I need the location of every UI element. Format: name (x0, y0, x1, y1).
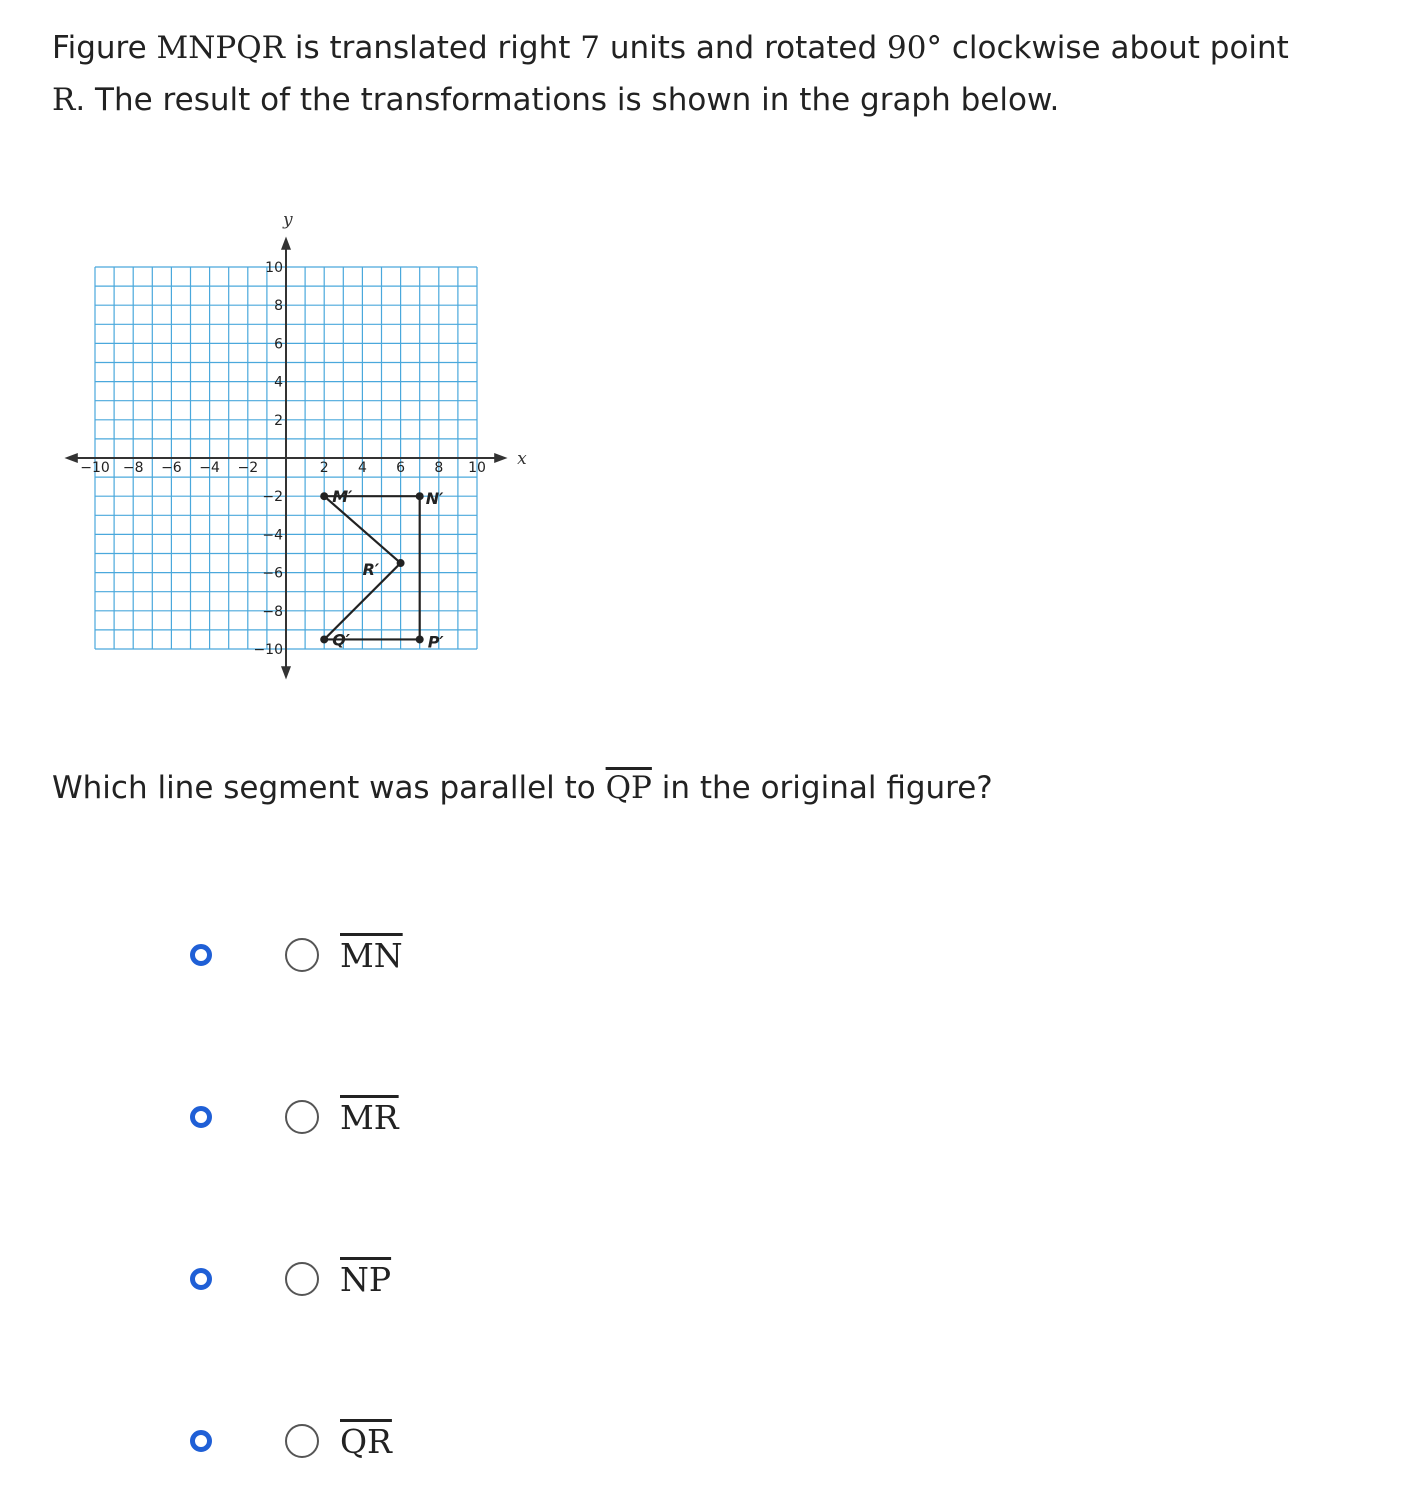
x-tick-label: −6 (161, 460, 182, 476)
prompt-part-5: . The result of the transformations is shown in the graph below. (75, 82, 1060, 118)
y-tick-label: −8 (262, 603, 283, 620)
choice-marker-icon (190, 1268, 212, 1290)
x-tick-label: −4 (199, 460, 220, 476)
choice-np[interactable] (190, 1249, 392, 1309)
vertex-label: R′ (362, 560, 380, 580)
radio-button[interactable] (285, 1262, 319, 1296)
question-text (52, 762, 993, 814)
radio-button[interactable] (285, 938, 319, 972)
radio-button[interactable] (285, 1424, 319, 1458)
vertex-dot (320, 492, 328, 500)
y-axis-arrow-up-icon (281, 236, 291, 249)
prompt-part-3: units and rotated (599, 30, 888, 66)
radio-button[interactable] (285, 1100, 319, 1134)
y-tick-label: 8 (274, 298, 283, 315)
vertex-label: Q′ (332, 630, 351, 650)
x-tick-label: 10 (468, 460, 486, 476)
choice-label: $\overline{QR}$ (340, 1421, 392, 1461)
vertex-label: M′ (332, 487, 353, 507)
prompt-text (52, 22, 1382, 126)
choice-marker-icon (190, 1106, 212, 1128)
x-tick-label: 2 (319, 460, 329, 476)
question-before: Which line segment was parallel to (52, 770, 606, 806)
question-after: in the original figure? (651, 770, 993, 806)
choice-qr[interactable] (190, 1411, 392, 1471)
vertex-dot (320, 635, 328, 643)
y-tick-label: −6 (262, 565, 283, 582)
choice-label: $\overline{MR}$ (340, 1097, 399, 1137)
choice-marker-icon (190, 1430, 212, 1452)
vertex-dot (397, 559, 405, 567)
x-axis-label: x (517, 449, 527, 469)
y-tick-label: −4 (262, 527, 283, 544)
prompt-part-4: clockwise about point (941, 30, 1289, 66)
angle-value: 90° (887, 30, 942, 66)
y-tick-label: 4 (274, 374, 283, 391)
coordinate-graph (50, 195, 550, 685)
choice-mr[interactable] (190, 1087, 399, 1147)
shift-value: 7 (580, 30, 600, 66)
figure-name: MNPQR (156, 30, 285, 66)
choice-label: $\overline{MN}$ (340, 935, 403, 975)
x-axis-arrow-left-icon (64, 453, 77, 463)
y-axis-label: y (283, 209, 293, 230)
y-tick-label: −10 (253, 642, 283, 658)
vertex-dot (416, 492, 424, 500)
x-tick-label: 8 (434, 460, 444, 476)
y-tick-label: −2 (262, 489, 283, 506)
x-tick-label: 6 (396, 460, 406, 476)
vertex-dot (416, 635, 424, 643)
vertex-label: P′ (427, 632, 444, 652)
y-axis-arrow-down-icon (281, 666, 291, 679)
x-tick-label: −8 (122, 460, 144, 476)
prompt-part-1: Figure (52, 30, 157, 66)
x-tick-label: 4 (357, 460, 367, 476)
pivot-point: R (52, 82, 76, 118)
x-axis-arrow-right-icon (494, 453, 507, 463)
y-tick-label: 6 (274, 336, 283, 353)
y-tick-label: 10 (265, 260, 283, 276)
x-tick-label: −2 (237, 460, 259, 476)
question-segment: $\overline{QP}$ (605, 770, 652, 806)
vertex-label: N′ (425, 489, 444, 509)
choice-label: $\overline{NP}$ (340, 1259, 392, 1299)
prompt-part-2: is translated right (285, 30, 581, 66)
choice-marker-icon (190, 944, 212, 966)
x-tick-label: −10 (80, 460, 110, 476)
choice-mn[interactable] (190, 925, 403, 985)
y-tick-label: 2 (274, 412, 283, 429)
